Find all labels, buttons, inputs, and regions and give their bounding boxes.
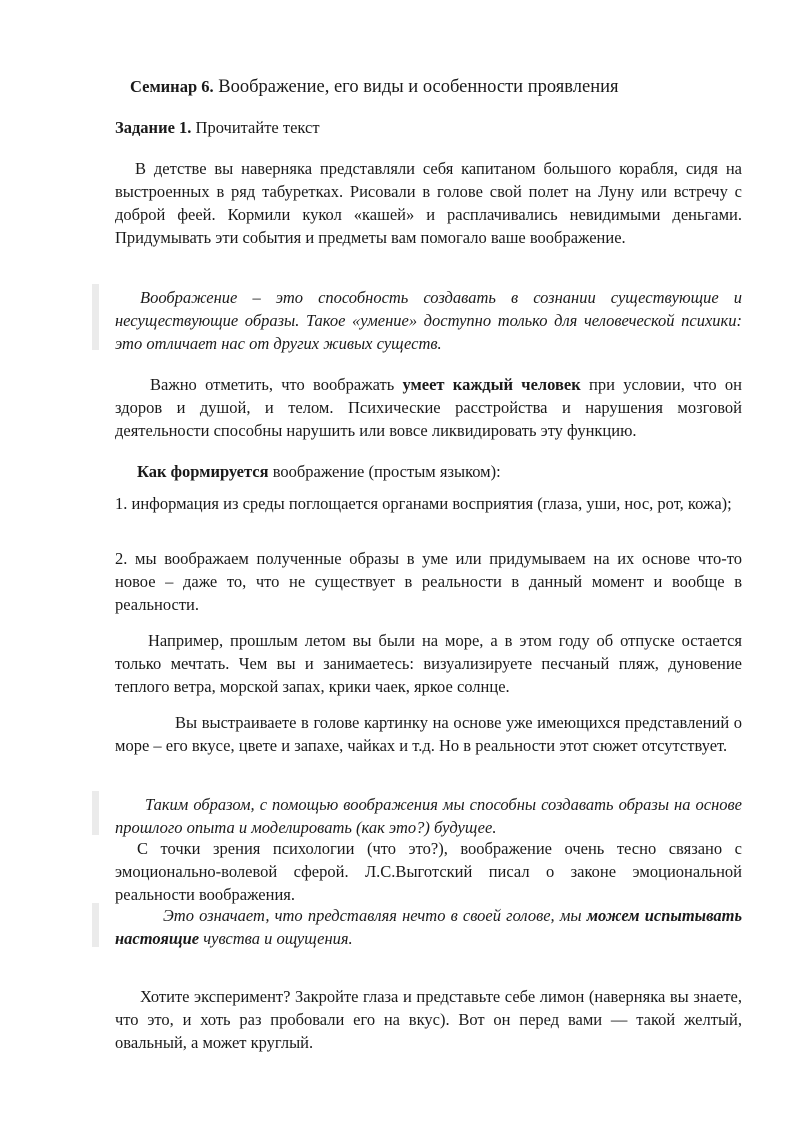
paragraph-picture: Вы выстраиваете в голове картинку на основе уже имеющихся представлений о море – его вкусе, цвете и запахе, чайках и т.д. Но в реальности этот сюжет отсутствует. xyxy=(115,713,742,755)
title-prefix: Семинар 6. xyxy=(130,77,214,96)
paragraph-psychology: С точки зрения психологии (что это?), воображение очень тесно связано с эмоционально-волевой сферой. Л.С.Выготский писал о законе эмоциональной реальности воображения. xyxy=(115,839,742,904)
title-text: Воображение, его виды и особенности проявления xyxy=(213,77,619,97)
paragraph-how-formed xyxy=(115,460,742,483)
list-item-2: 2. мы воображаем полученные образы в уме или придумываем на их основе что-то новое – даже то, что не существует в реальности в данный момент и вообще в реальности. xyxy=(115,549,742,614)
how-formed-text: воображение (простым языком): xyxy=(268,462,501,481)
quote-conclusion: Таким образом, с помощью воображения мы способны создавать образы на основе прошлого опыта и моделировать (как это?) будущее. xyxy=(115,795,742,837)
paragraph-childhood: В детстве вы наверняка представляли себя капитаном большого корабля, сидя на выстроенных в ряд табуретках. Рисовали в голове свой полет на Луну или встречу с доброй феей. Кормили кукол «кашей» и расплачивались невидимыми деньгами. Придумывать эти события и предметы вам помогало ваше воображение. xyxy=(115,159,742,247)
meaning-text-a: Это означает, что представляя нечто в своей голове, мы xyxy=(163,906,587,925)
task-heading xyxy=(115,118,320,138)
important-text-a: Важно отметить, что воображать xyxy=(150,375,403,394)
task-prefix: Задание 1. xyxy=(115,118,192,137)
quote-definition: Воображение – это способность создавать в сознании существующие и несуществующие образы. Такое «умение» доступно только для человеческой психики: это отличает нас от других живых существ. xyxy=(115,288,742,353)
paragraph-example: Например, прошлым летом вы были на море, а в этом году об отпуске остается только мечтать. Чем вы и занимаетесь: визуализируете песчаный пляж, дуновение теплого ветра, морской запах, крики чаек, яркое солнце. xyxy=(115,631,742,696)
task-text: Прочитайте текст xyxy=(191,118,320,137)
meaning-text-c: чувства и ощущения. xyxy=(199,929,353,948)
list-item-1: 1. информация из среды поглощается органами восприятия (глаза, уши, нос, рот, кожа); xyxy=(115,494,732,513)
meaning-bold: можем испытывать настоящие xyxy=(115,906,742,948)
important-bold: умеет каждый человек xyxy=(402,375,581,394)
how-formed-bold: Как формируется xyxy=(137,462,269,481)
paragraph-important xyxy=(115,373,742,442)
quote-bar xyxy=(92,791,99,835)
page-title xyxy=(130,77,619,98)
quote-bar xyxy=(92,903,99,947)
quote-bar xyxy=(92,284,99,350)
quote-meaning xyxy=(115,904,742,950)
paragraph-experiment: Хотите эксперимент? Закройте глаза и представьте себе лимон (наверняка вы знаете, что это, и хоть раз пробовали его на вкус). Вот он перед вами — такой желтый, овальный, а может круглый. xyxy=(115,987,742,1052)
important-text-c: при условии, что он здоров и душой, и телом. Психические расстройства и нарушения мозговой деятельности способны нарушить или вовсе ликвидировать эту функцию. xyxy=(115,375,742,440)
